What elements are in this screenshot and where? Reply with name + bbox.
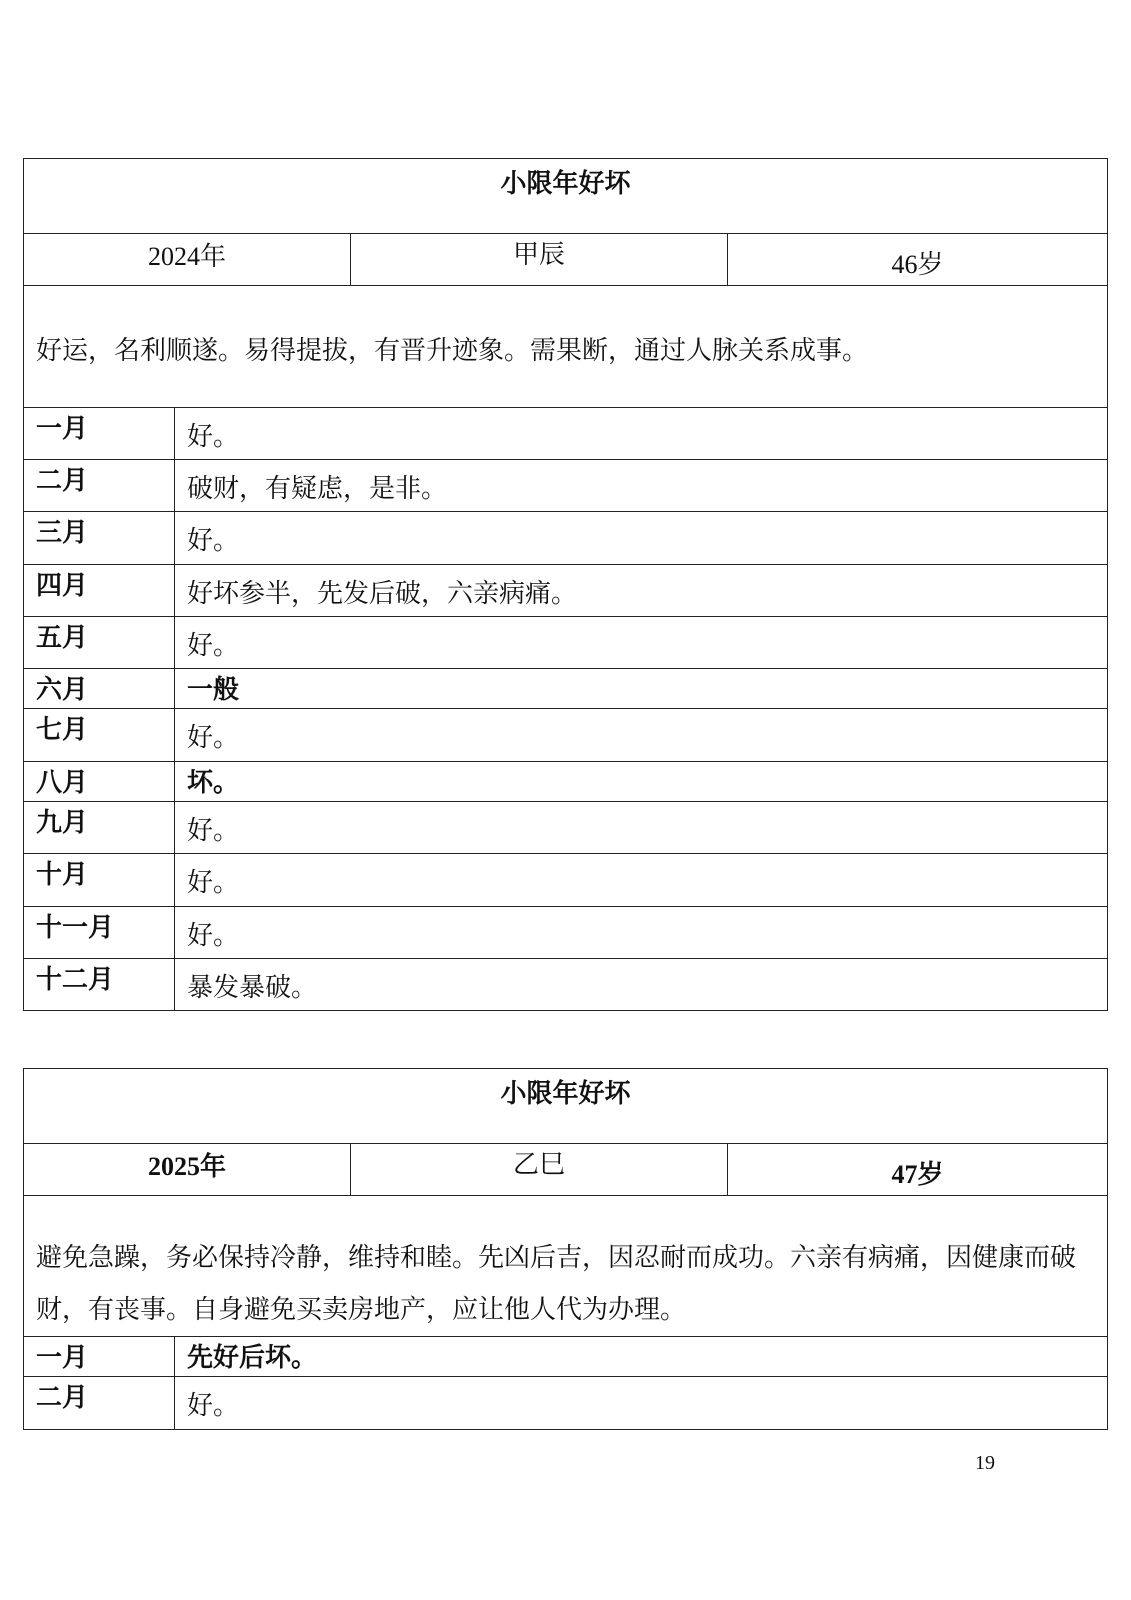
age-cell: 46岁 — [728, 234, 1108, 286]
month-label: 三月 — [24, 512, 175, 565]
month-label: 十二月 — [24, 959, 175, 1011]
month-label: 五月 — [24, 617, 175, 669]
month-label: 十一月 — [24, 907, 175, 959]
month-label: 一月 — [24, 408, 175, 460]
month-desc: 好。 — [175, 709, 1108, 762]
fortune-table — [23, 158, 1108, 1011]
page-number: 19 — [975, 1452, 995, 1474]
table-title: 小限年好坏 — [24, 159, 1108, 234]
month-desc: 好。 — [175, 854, 1108, 907]
year-summary: 避免急躁，务必保持冷静，维持和睦。先凶后吉，因忍耐而成功。六亲有病痛，因健康而破财，有丧事。自身避免买卖房地产，应让他人代为办理。 — [24, 1196, 1108, 1337]
age-cell: 47岁 — [728, 1144, 1108, 1196]
month-desc: 一般 — [175, 669, 1108, 709]
fortune-table-2025 — [23, 1068, 1107, 1430]
ganzhi-cell: 乙巳 — [351, 1144, 728, 1196]
year-cell: 2025年 — [24, 1144, 351, 1196]
month-label: 一月 — [24, 1337, 175, 1377]
month-desc: 坏。 — [175, 762, 1108, 802]
year-summary: 好运，名利顺遂。易得提拔，有晋升迹象。需果断，通过人脉关系成事。 — [24, 286, 1108, 408]
month-desc: 好。 — [175, 907, 1108, 959]
month-label: 八月 — [24, 762, 175, 802]
ganzhi-cell: 甲辰 — [351, 234, 728, 286]
month-desc: 暴发暴破。 — [175, 959, 1108, 1011]
fortune-table-2024 — [23, 158, 1107, 1011]
month-desc: 先好后坏。 — [175, 1337, 1108, 1377]
month-desc: 好。 — [175, 512, 1108, 565]
year-cell: 2024年 — [24, 234, 351, 286]
month-label: 二月 — [24, 1377, 175, 1430]
month-label: 九月 — [24, 802, 175, 854]
month-label: 六月 — [24, 669, 175, 709]
table-title: 小限年好坏 — [24, 1069, 1108, 1144]
fortune-table — [23, 1068, 1108, 1430]
month-label: 七月 — [24, 709, 175, 762]
month-label: 四月 — [24, 565, 175, 617]
month-desc: 好。 — [175, 802, 1108, 854]
month-label: 二月 — [24, 460, 175, 512]
month-desc: 好。 — [175, 408, 1108, 460]
month-desc: 好。 — [175, 1377, 1108, 1430]
month-desc: 好坏参半，先发后破，六亲病痛。 — [175, 565, 1108, 617]
month-desc: 破财，有疑虑，是非。 — [175, 460, 1108, 512]
month-label: 十月 — [24, 854, 175, 907]
month-desc: 好。 — [175, 617, 1108, 669]
